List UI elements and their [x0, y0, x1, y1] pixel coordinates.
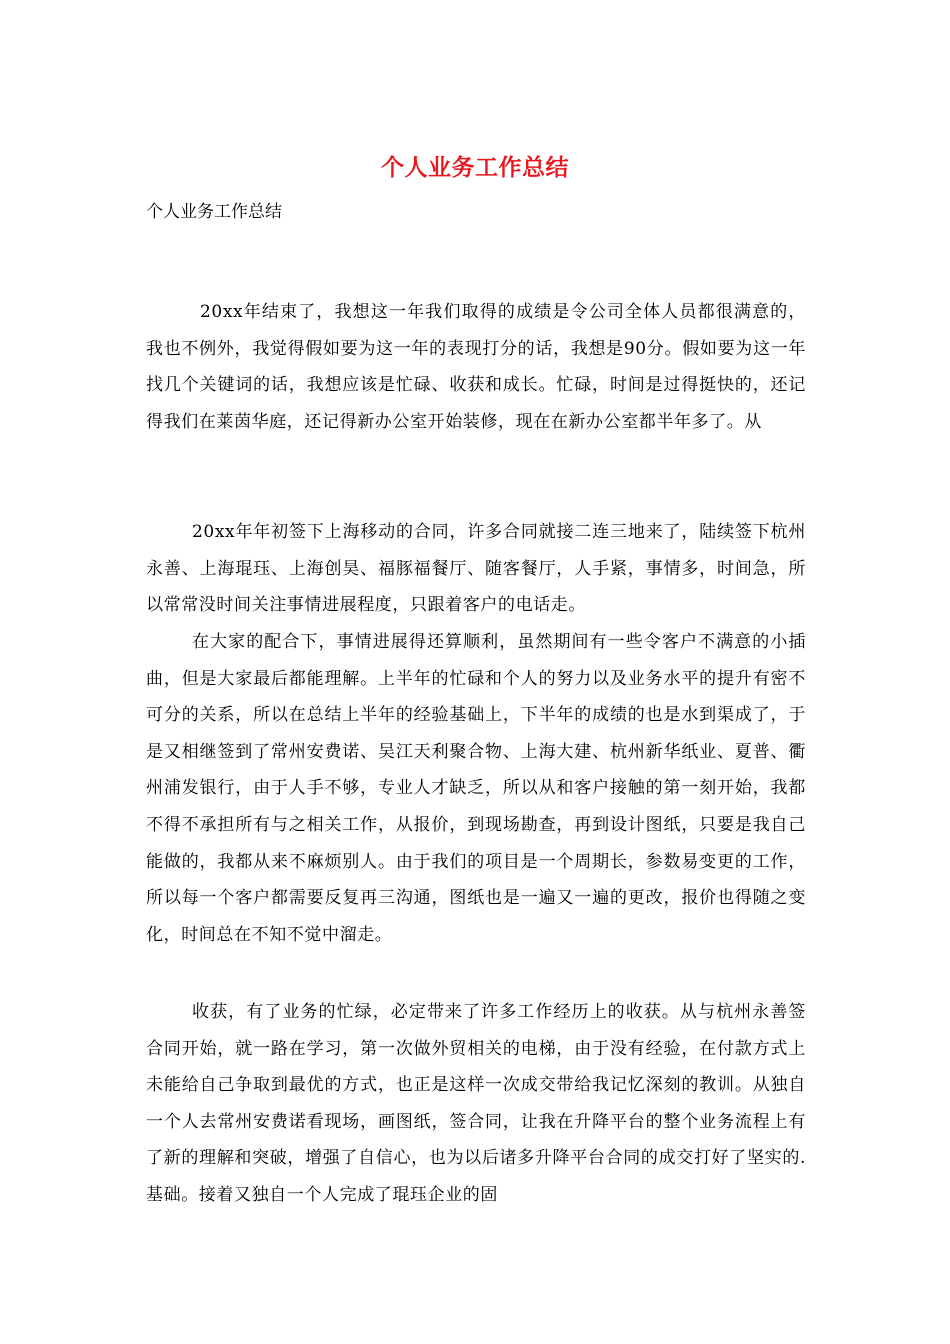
body-paragraph: 在大家的配合下，事情进展得还算顺利，虽然期间有一些令客户不满意的小插曲，但是大家最后都能理解。上半年的忙碌和个人的努力以及业务水平的提升有密不可分的关系，所以在总结上半年的经验基础上，下半年的成绩的也是水到渠成了，于是又相继签到了常州安费诺、吴江天利聚合物、上海大建、杭州新华纸业、夏普、衢州浦发银行，由于人手不够，专业人才缺乏，所以从和客户接触的第一刻开始，我都不得不承担所有与之相关工作，从报价，到现场勘查，再到设计图纸，只要是我自己能做的，我都从来不麻烦别人。由于我们的项目是一个周期长，参数易变更的工作，所以每一个客户都需要反复再三沟通，图纸也是一遍又一遍的更改，报价也得随之变化，时间总在不知不觉中溜走。	[146, 632, 806, 945]
document-title: 个人业务工作总结	[381, 154, 569, 181]
body-paragraph: 收获，有了业务的忙绿，必定带来了许多工作经历上的收获。从与杭州永善签合同开始，就一路在学习，第一次做外贸相关的电梯，由于没有经验，在付款方式上未能给自己争取到最优的方式，也正是这样一次成交带给我记忆深刻的教训。从独自一个人去常州安费诺看现场，画图纸，签合同，让我在升降平台的整个业务流程上有了新的理解和突破，增强了自信心，也为以后诸多升降平台合同的成交打好了坚实的.基础。接着又独自一个人完成了琨珏企业的固	[146, 1002, 806, 1205]
document-subtitle: 个人业务工作总结	[146, 202, 282, 222]
body-paragraph: 20xx年年初签下上海移动的合同，许多合同就接二连三地来了，陆续签下杭州永善、上海琨珏、上海创昊、福豚福餐厅、随客餐厅，人手紧，事情多，时间急，所以常常没时间关注事情进展程度，只跟着客户的电话走。	[146, 522, 806, 616]
body-paragraph: 20xx年结束了，我想这一年我们取得的成绩是令公司全体人员都很满意的，我也不例外，我觉得假如要为这一年的表现打分的话，我想是90分。假如要为这一年找几个关键词的话，我想应该是忙碌、收获和成长。忙碌，时间是过得挺快的，还记得我们在莱茵华庭，还记得新办公室开始装修，现在在新办公室都半年多了。从	[146, 302, 806, 432]
